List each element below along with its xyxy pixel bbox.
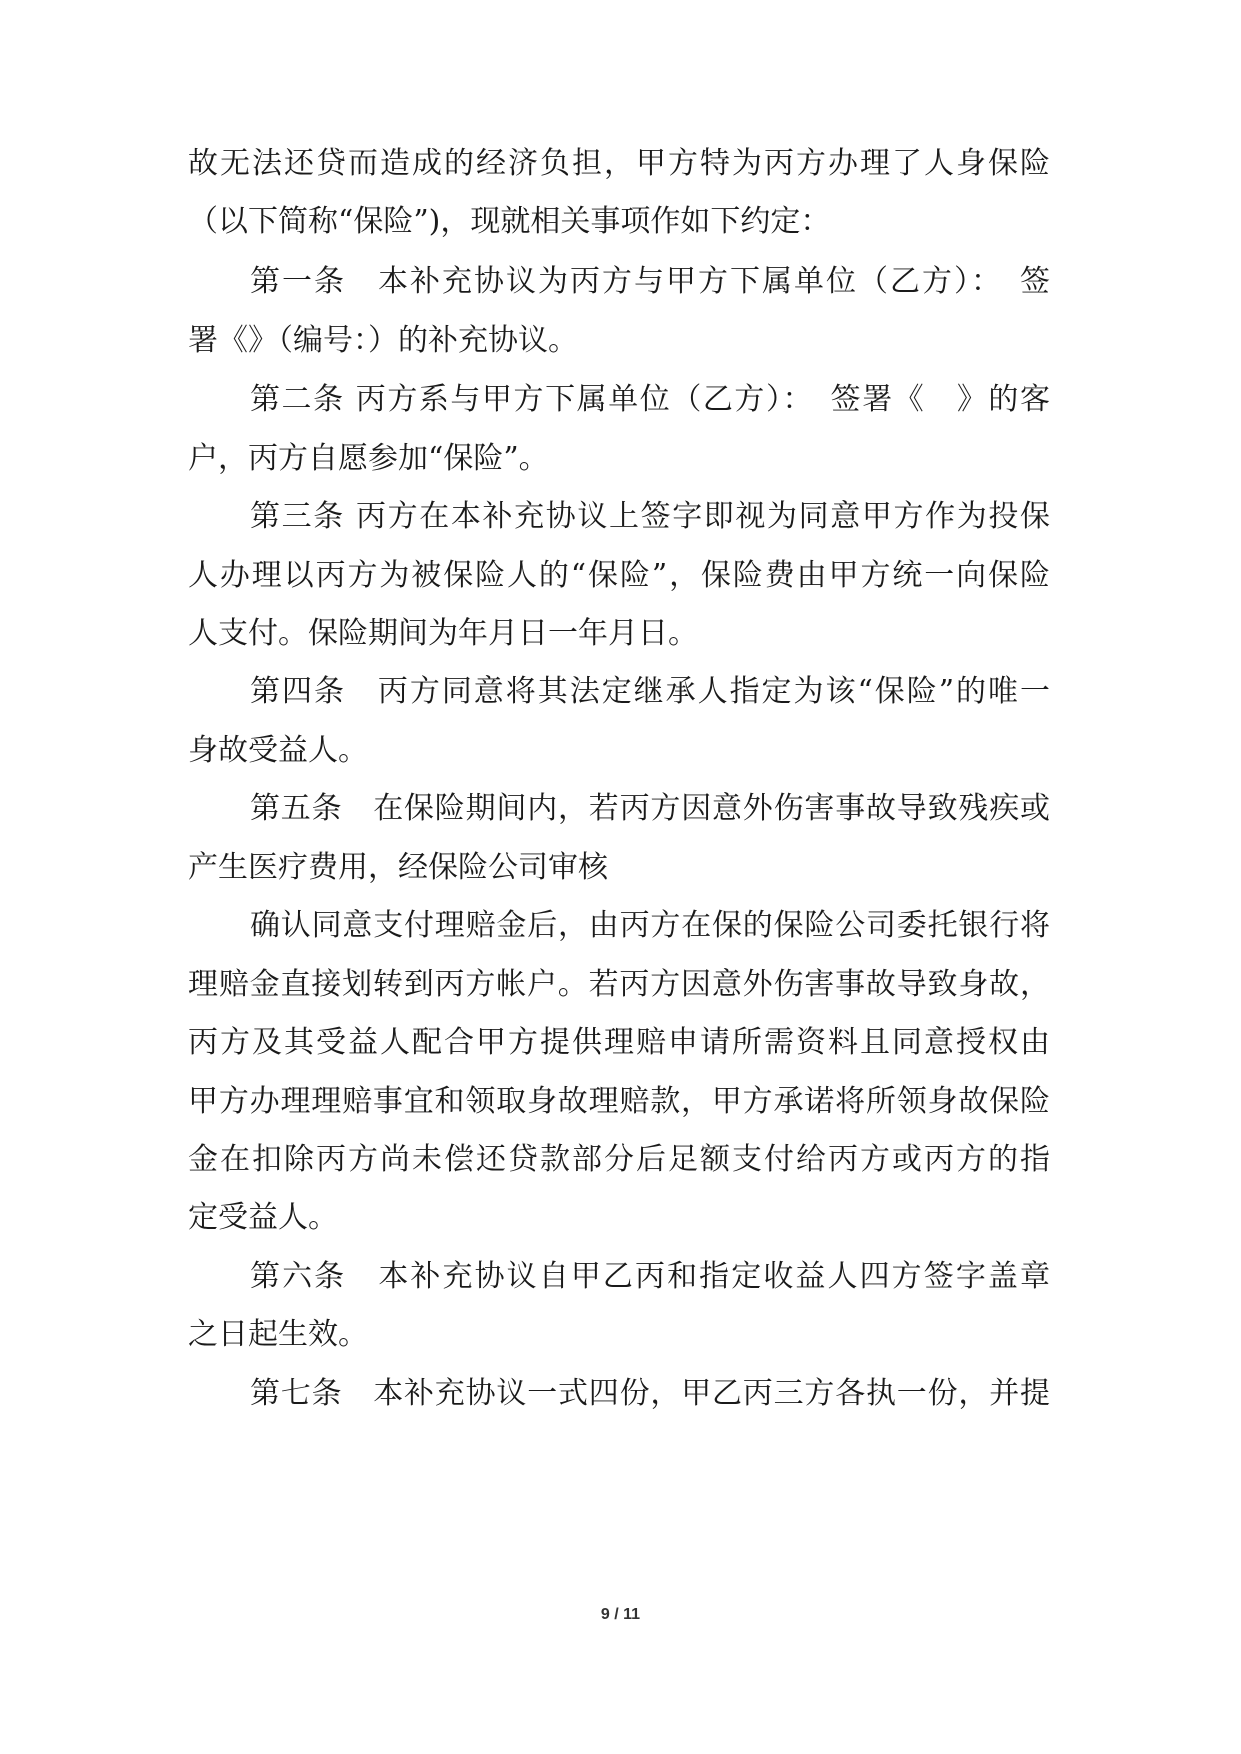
article-3-line: 第三条 丙方在本补充协议上签字即视为同意甲方作为投保 (250, 499, 1050, 534)
body-text-line: （以下简称“保险”)，现就相关事项作如下约定： (188, 204, 831, 239)
article-4-line: 第四条 丙方同意将其法定继承人指定为该“保险”的唯一 (250, 674, 1050, 709)
body-text-line: 人支付。保险期间为年月日一年月日。 (188, 616, 698, 651)
body-text-line: 署《》（编号：）的补充协议。 (188, 323, 578, 358)
body-text-line: 故无法还贷而造成的经济负担，甲方特为丙方办理了人身保险 (188, 146, 1050, 181)
article-5-line: 第五条 在保险期间内，若丙方因意外伤害事故导致残疾或 (250, 791, 1050, 826)
body-text-line: 人办理以丙方为被保险人的“保险”，保险费由甲方统一向保险 (188, 558, 1050, 593)
body-text-line: 金在扣除丙方尚未偿还贷款部分后足额支付给丙方或丙方的指 (188, 1142, 1050, 1177)
body-text-line: 定受益人。 (188, 1200, 338, 1235)
article-1-line: 第一条 本补充协议为丙方与甲方下属单位（乙方）： 签 (250, 264, 1050, 299)
body-text-line: 户，丙方自愿参加“保险”。 (188, 441, 549, 476)
article-6-line: 第六条 本补充协议自甲乙丙和指定收益人四方签字盖章 (250, 1259, 1050, 1294)
body-text-line: 之日起生效。 (188, 1317, 368, 1352)
body-text-line: 丙方及其受益人配合甲方提供理赔申请所需资料且同意授权由 (188, 1025, 1050, 1060)
article-2-line: 第二条 丙方系与甲方下属单位（乙方）： 签署《 》的客 (250, 382, 1050, 417)
body-text-line: 确认同意支付理赔金后，由丙方在保的保险公司委托银行将 (250, 908, 1050, 943)
body-text-line: 理赔金直接划转到丙方帐户。若丙方因意外伤害事故导致身故， (188, 967, 1050, 1002)
body-text-line: 产生医疗费用，经保险公司审核 (188, 850, 608, 885)
body-text-line: 甲方办理理赔事宜和领取身故理赔款，甲方承诺将所领身故保险 (188, 1084, 1050, 1119)
body-text-line: 身故受益人。 (188, 733, 368, 768)
page-number: 9 / 11 (600, 1606, 641, 1623)
article-7-line: 第七条 本补充协议一式四份，甲乙丙三方各执一份，并提 (250, 1376, 1050, 1411)
